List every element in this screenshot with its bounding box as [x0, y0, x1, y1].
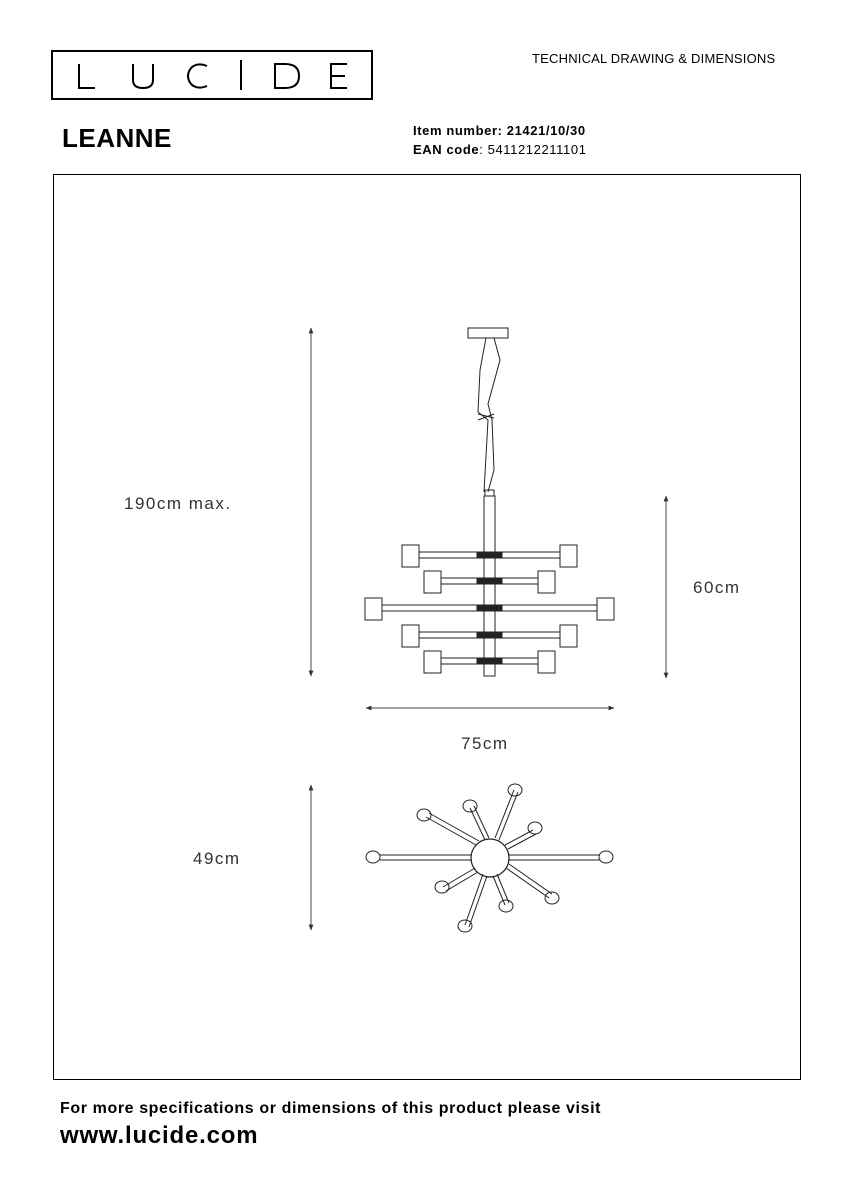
lamp-head: [560, 545, 577, 567]
lamp-head: [538, 651, 555, 673]
lamp-head: [424, 571, 441, 593]
lamp-disc: [528, 822, 542, 834]
lamp-head: [424, 651, 441, 673]
lamp-head: [597, 598, 614, 620]
product-name: LEANNE: [62, 123, 172, 153]
document-type-label: TECHNICAL DRAWING & DIMENSIONS: [532, 51, 776, 66]
total-height-label: 190cm max.: [124, 494, 232, 513]
lamp-head: [560, 625, 577, 647]
lamp-disc: [366, 851, 380, 863]
top-view-hub: [471, 839, 509, 877]
lamp-head: [365, 598, 382, 620]
item-number-label: Item number:: [413, 123, 503, 138]
lamp-head: [538, 571, 555, 593]
lamp-disc: [417, 809, 431, 821]
footer-info-text: For more specifications or dimensions of this product please visit: [60, 1100, 602, 1117]
lamp-disc: [458, 920, 472, 932]
chandelier-top-view: [366, 784, 613, 932]
central-stem: [484, 496, 495, 676]
ean-code-label: EAN code: [413, 142, 480, 157]
width-label: 75cm: [461, 734, 509, 753]
ean-code-value: : 5411212211101: [479, 142, 587, 157]
body-height-label: 60cm: [693, 578, 741, 597]
chandelier-side-view: [365, 328, 614, 676]
item-number-value: 21421/10/30: [506, 123, 586, 138]
lamp-head: [402, 545, 419, 567]
power-cord: [488, 338, 500, 492]
lamp-disc: [499, 900, 513, 912]
depth-label: 49cm: [193, 849, 241, 868]
lamp-head: [402, 625, 419, 647]
lamp-disc: [508, 784, 522, 796]
website-link[interactable]: www.lucide.com: [60, 1122, 259, 1149]
ceiling-canopy: [468, 328, 508, 338]
lamp-disc: [463, 800, 477, 812]
lamp-disc: [435, 881, 449, 893]
lamp-disc: [599, 851, 613, 863]
